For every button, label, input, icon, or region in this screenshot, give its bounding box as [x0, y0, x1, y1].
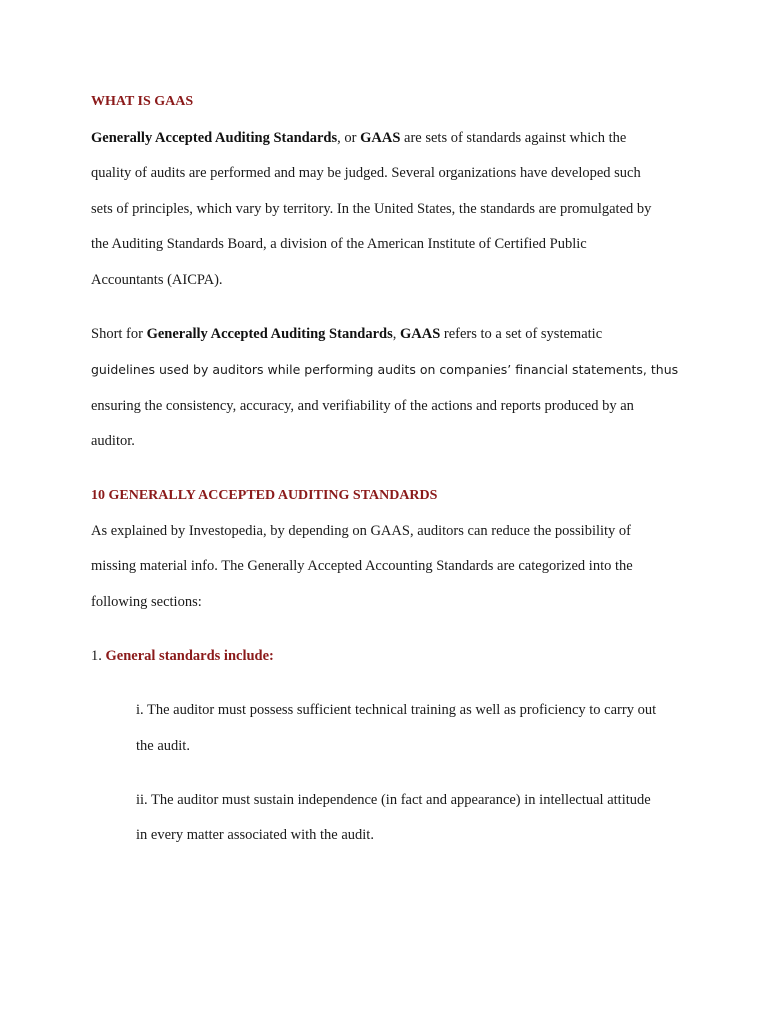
section-heading-ten-standards: 10 GENERALLY ACCEPTED AUDITING STANDARDS	[91, 488, 438, 503]
list-item-line: in every matter associated with the audit.	[136, 827, 374, 843]
list-title: General standards include:	[105, 648, 274, 664]
section-heading-what-is-gaas: WHAT IS GAAS	[91, 94, 194, 109]
text-run: refers to a set of systematic	[440, 326, 603, 342]
bold-term: GAAS	[399, 326, 441, 342]
list-item-line: ii. The auditor must sustain independence (in fact and appearance) in intellectual attitude	[136, 792, 651, 808]
paragraph-line: guidelines used by auditors while performing audits on companies’ financial statements, thus	[91, 362, 679, 377]
text-run: are sets of standards against which the	[400, 130, 627, 146]
paragraph-line: following sections:	[91, 594, 202, 610]
bold-term: Generally Accepted Auditing Standards	[91, 130, 338, 146]
paragraph-line	[91, 129, 626, 147]
paragraph-line: missing material info. The Generally Accepted Accounting Standards are categorized into the	[91, 558, 633, 574]
bold-term: Generally Accepted Auditing Standards	[146, 326, 393, 342]
paragraph-line: Accountants (AICPA).	[91, 272, 223, 288]
list-item-line: i. The auditor must possess sufficient technical training as well as proficiency to carry out	[136, 702, 657, 718]
list-heading	[91, 647, 274, 665]
paragraph-line	[91, 325, 602, 343]
text-run: , or	[337, 130, 361, 146]
paragraph-line: quality of audits are performed and may be judged. Several organizations have developed such	[91, 165, 641, 181]
list-number: 1.	[91, 648, 106, 664]
paragraph-line: auditor.	[91, 433, 135, 449]
text-run: ,	[392, 326, 400, 342]
bold-term: GAAS	[360, 130, 401, 146]
paragraph-line: As explained by Investopedia, by depending on GAAS, auditors can reduce the possibility of	[91, 523, 632, 539]
paragraph-line: the Auditing Standards Board, a division of the American Institute of Certified Public	[91, 236, 587, 252]
paragraph-line: ensuring the consistency, accuracy, and verifiability of the actions and reports produced by an	[91, 398, 634, 414]
list-item-line: the audit.	[136, 738, 190, 754]
paragraph-line: sets of principles, which vary by territory. In the United States, the standards are promulgated by	[91, 201, 652, 217]
text-run: Short for	[91, 326, 147, 342]
